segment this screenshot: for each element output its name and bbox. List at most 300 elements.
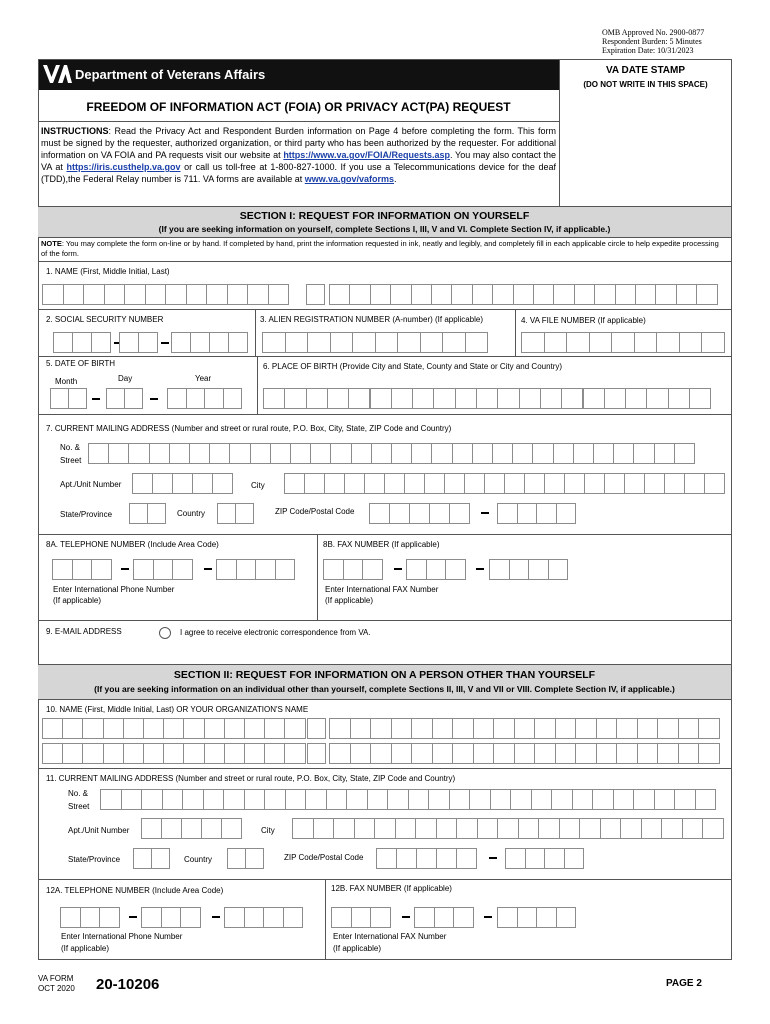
character-box[interactable] xyxy=(62,743,83,764)
character-box[interactable] xyxy=(548,559,569,580)
character-box[interactable] xyxy=(346,789,368,810)
character-box[interactable] xyxy=(655,284,676,305)
character-box[interactable] xyxy=(143,718,164,739)
character-box[interactable] xyxy=(72,332,92,353)
character-box[interactable] xyxy=(42,718,63,739)
fax-prefix-boxes[interactable] xyxy=(406,559,464,580)
character-box[interactable] xyxy=(370,743,392,764)
character-box[interactable] xyxy=(484,473,505,494)
other-name-boxes-1b[interactable] xyxy=(307,718,325,739)
character-box[interactable] xyxy=(244,789,266,810)
character-box[interactable] xyxy=(633,789,655,810)
character-box[interactable] xyxy=(204,743,225,764)
character-box[interactable] xyxy=(60,907,81,928)
character-box[interactable] xyxy=(63,284,85,305)
character-box[interactable] xyxy=(489,559,510,580)
character-box[interactable] xyxy=(180,907,201,928)
character-box[interactable] xyxy=(553,284,574,305)
character-box[interactable] xyxy=(306,284,325,305)
character-box[interactable] xyxy=(343,559,364,580)
character-box[interactable] xyxy=(391,718,413,739)
character-box[interactable] xyxy=(100,789,122,810)
zip-boxes[interactable] xyxy=(369,503,469,524)
character-box[interactable] xyxy=(490,789,512,810)
character-box[interactable] xyxy=(133,848,152,869)
character-box[interactable] xyxy=(99,907,120,928)
character-box[interactable] xyxy=(633,443,654,464)
character-box[interactable] xyxy=(209,443,230,464)
character-box[interactable] xyxy=(661,818,683,839)
character-box[interactable] xyxy=(573,443,594,464)
character-box[interactable] xyxy=(613,789,635,810)
character-box[interactable] xyxy=(364,473,385,494)
character-box[interactable] xyxy=(329,284,350,305)
character-box[interactable] xyxy=(264,718,285,739)
character-box[interactable] xyxy=(330,443,351,464)
character-box[interactable] xyxy=(204,388,224,409)
character-box[interactable] xyxy=(52,559,73,580)
character-box[interactable] xyxy=(227,284,249,305)
character-box[interactable] xyxy=(604,473,625,494)
character-box[interactable] xyxy=(183,743,204,764)
character-box[interactable] xyxy=(141,789,163,810)
other-phone-prefix-boxes[interactable] xyxy=(141,907,199,928)
character-box[interactable] xyxy=(514,743,536,764)
character-box[interactable] xyxy=(406,559,427,580)
character-box[interactable] xyxy=(564,473,585,494)
character-box[interactable] xyxy=(566,332,590,353)
character-box[interactable] xyxy=(544,848,565,869)
character-box[interactable] xyxy=(330,332,354,353)
character-box[interactable] xyxy=(264,743,285,764)
character-box[interactable] xyxy=(42,284,64,305)
character-box[interactable] xyxy=(412,388,434,409)
other-zip-boxes[interactable] xyxy=(376,848,476,869)
character-box[interactable] xyxy=(436,848,457,869)
character-box[interactable] xyxy=(307,332,331,353)
other-zip-ext-boxes[interactable] xyxy=(505,848,583,869)
character-box[interactable] xyxy=(583,388,605,409)
iris-link[interactable]: https://iris.custhelp.va.gov xyxy=(66,162,181,172)
character-box[interactable] xyxy=(224,743,245,764)
character-box[interactable] xyxy=(244,718,265,739)
character-box[interactable] xyxy=(171,332,191,353)
character-box[interactable] xyxy=(163,743,184,764)
character-box[interactable] xyxy=(544,332,568,353)
character-box[interactable] xyxy=(82,743,103,764)
character-box[interactable] xyxy=(416,848,437,869)
character-box[interactable] xyxy=(456,848,477,869)
character-box[interactable] xyxy=(411,718,433,739)
character-box[interactable] xyxy=(449,503,470,524)
character-box[interactable] xyxy=(370,388,392,409)
character-box[interactable] xyxy=(428,789,450,810)
character-box[interactable] xyxy=(536,503,557,524)
character-box[interactable] xyxy=(80,907,101,928)
character-box[interactable] xyxy=(555,718,577,739)
apt-boxes[interactable] xyxy=(132,473,232,494)
character-box[interactable] xyxy=(528,559,549,580)
character-box[interactable] xyxy=(133,559,154,580)
other-name-boxes-1c[interactable] xyxy=(329,718,719,739)
character-box[interactable] xyxy=(668,388,690,409)
character-box[interactable] xyxy=(169,443,190,464)
character-box[interactable] xyxy=(514,718,536,739)
character-box[interactable] xyxy=(589,332,613,353)
character-box[interactable] xyxy=(209,332,229,353)
character-box[interactable] xyxy=(161,818,182,839)
character-box[interactable] xyxy=(270,443,291,464)
character-box[interactable] xyxy=(82,718,103,739)
other-name-boxes-2c[interactable] xyxy=(329,743,719,764)
character-box[interactable] xyxy=(376,848,397,869)
character-box[interactable] xyxy=(103,743,124,764)
character-box[interactable] xyxy=(189,443,210,464)
other-country-boxes[interactable] xyxy=(227,848,263,869)
character-box[interactable] xyxy=(349,284,370,305)
other-phone-line-boxes[interactable] xyxy=(224,907,302,928)
character-box[interactable] xyxy=(404,473,425,494)
character-box[interactable] xyxy=(575,718,597,739)
character-box[interactable] xyxy=(695,789,717,810)
city-boxes[interactable] xyxy=(284,473,724,494)
other-apt-boxes[interactable] xyxy=(141,818,241,839)
character-box[interactable] xyxy=(504,473,525,494)
foia-requests-link[interactable]: https://www.va.gov/FOIA/Requests.asp xyxy=(283,150,451,160)
character-box[interactable] xyxy=(684,473,705,494)
other-phone-area-boxes[interactable] xyxy=(60,907,118,928)
character-box[interactable] xyxy=(634,332,658,353)
character-box[interactable] xyxy=(62,718,83,739)
character-box[interactable] xyxy=(88,443,109,464)
character-box[interactable] xyxy=(689,388,711,409)
character-box[interactable] xyxy=(370,284,391,305)
character-box[interactable] xyxy=(344,473,365,494)
character-box[interactable] xyxy=(151,848,170,869)
character-box[interactable] xyxy=(517,907,538,928)
character-box[interactable] xyxy=(455,388,477,409)
character-box[interactable] xyxy=(124,284,146,305)
other-state-boxes[interactable] xyxy=(133,848,169,869)
ssn-part-3[interactable] xyxy=(171,332,247,353)
character-box[interactable] xyxy=(304,473,325,494)
character-box[interactable] xyxy=(244,743,265,764)
character-box[interactable] xyxy=(68,388,87,409)
character-box[interactable] xyxy=(613,443,634,464)
character-box[interactable] xyxy=(396,848,417,869)
character-box[interactable] xyxy=(452,743,474,764)
character-box[interactable] xyxy=(512,443,533,464)
character-box[interactable] xyxy=(540,388,562,409)
character-box[interactable] xyxy=(698,743,720,764)
character-box[interactable] xyxy=(637,743,659,764)
character-box[interactable] xyxy=(306,388,328,409)
character-box[interactable] xyxy=(584,473,605,494)
character-box[interactable] xyxy=(544,473,565,494)
character-box[interactable] xyxy=(594,284,615,305)
character-box[interactable] xyxy=(493,718,515,739)
character-box[interactable] xyxy=(518,818,540,839)
character-box[interactable] xyxy=(635,284,656,305)
character-box[interactable] xyxy=(367,789,389,810)
character-box[interactable] xyxy=(375,332,399,353)
character-box[interactable] xyxy=(236,559,257,580)
character-box[interactable] xyxy=(216,559,237,580)
character-box[interactable] xyxy=(183,718,204,739)
character-box[interactable] xyxy=(153,559,174,580)
character-box[interactable] xyxy=(206,284,228,305)
character-box[interactable] xyxy=(352,332,376,353)
character-box[interactable] xyxy=(128,443,149,464)
character-box[interactable] xyxy=(473,718,495,739)
character-box[interactable] xyxy=(354,818,376,839)
character-box[interactable] xyxy=(143,743,164,764)
character-box[interactable] xyxy=(411,443,432,464)
character-box[interactable] xyxy=(519,388,541,409)
character-box[interactable] xyxy=(104,284,126,305)
character-box[interactable] xyxy=(696,284,717,305)
character-box[interactable] xyxy=(593,443,614,464)
character-box[interactable] xyxy=(324,473,345,494)
other-name-boxes-2b[interactable] xyxy=(307,743,325,764)
character-box[interactable] xyxy=(284,743,305,764)
character-box[interactable] xyxy=(678,718,700,739)
character-box[interactable] xyxy=(561,388,583,409)
character-box[interactable] xyxy=(229,443,250,464)
character-box[interactable] xyxy=(161,907,182,928)
character-box[interactable] xyxy=(147,503,166,524)
character-box[interactable] xyxy=(521,332,545,353)
character-box[interactable] xyxy=(674,443,695,464)
character-box[interactable] xyxy=(212,473,233,494)
character-box[interactable] xyxy=(285,332,309,353)
character-box[interactable] xyxy=(141,818,162,839)
character-box[interactable] xyxy=(534,743,556,764)
character-box[interactable] xyxy=(181,818,202,839)
character-box[interactable] xyxy=(575,743,597,764)
character-box[interactable] xyxy=(384,473,405,494)
character-box[interactable] xyxy=(555,743,577,764)
character-box[interactable] xyxy=(472,284,493,305)
other-name-boxes-1a[interactable] xyxy=(42,718,304,739)
character-box[interactable] xyxy=(497,907,518,928)
character-box[interactable] xyxy=(525,848,546,869)
ssn-part-2[interactable] xyxy=(119,332,157,353)
character-box[interactable] xyxy=(536,907,557,928)
character-box[interactable] xyxy=(329,718,351,739)
character-box[interactable] xyxy=(492,284,513,305)
character-box[interactable] xyxy=(192,473,213,494)
alien-number-boxes[interactable] xyxy=(262,332,487,353)
character-box[interactable] xyxy=(284,473,305,494)
character-box[interactable] xyxy=(469,789,491,810)
character-box[interactable] xyxy=(449,789,471,810)
character-box[interactable] xyxy=(190,332,210,353)
character-box[interactable] xyxy=(678,743,700,764)
character-box[interactable] xyxy=(477,818,499,839)
character-box[interactable] xyxy=(442,332,466,353)
character-box[interactable] xyxy=(493,743,515,764)
character-box[interactable] xyxy=(283,907,304,928)
character-box[interactable] xyxy=(121,789,143,810)
character-box[interactable] xyxy=(517,503,538,524)
character-box[interactable] xyxy=(182,789,204,810)
character-box[interactable] xyxy=(91,332,111,353)
first-name-boxes[interactable] xyxy=(42,284,301,305)
character-box[interactable] xyxy=(305,789,327,810)
character-box[interactable] xyxy=(326,789,348,810)
character-box[interactable] xyxy=(553,443,574,464)
character-box[interactable] xyxy=(434,907,455,928)
character-box[interactable] xyxy=(432,718,454,739)
character-box[interactable] xyxy=(452,718,474,739)
middle-initial-box[interactable] xyxy=(306,284,324,305)
character-box[interactable] xyxy=(679,332,703,353)
character-box[interactable] xyxy=(390,284,411,305)
character-box[interactable] xyxy=(497,503,518,524)
character-box[interactable] xyxy=(123,718,144,739)
character-box[interactable] xyxy=(223,789,245,810)
character-box[interactable] xyxy=(389,503,410,524)
character-box[interactable] xyxy=(429,503,450,524)
character-box[interactable] xyxy=(351,907,372,928)
character-box[interactable] xyxy=(452,443,473,464)
character-box[interactable] xyxy=(331,907,352,928)
character-box[interactable] xyxy=(408,789,430,810)
character-box[interactable] xyxy=(505,848,526,869)
character-box[interactable] xyxy=(186,284,208,305)
character-box[interactable] xyxy=(579,818,601,839)
character-box[interactable] xyxy=(414,907,435,928)
other-fax-area-boxes[interactable] xyxy=(331,907,389,928)
character-box[interactable] xyxy=(91,559,112,580)
character-box[interactable] xyxy=(307,743,326,764)
dob-day-boxes[interactable] xyxy=(106,388,142,409)
other-fax-prefix-boxes[interactable] xyxy=(414,907,472,928)
character-box[interactable] xyxy=(533,284,554,305)
character-box[interactable] xyxy=(327,388,349,409)
character-box[interactable] xyxy=(292,818,314,839)
character-box[interactable] xyxy=(411,743,433,764)
character-box[interactable] xyxy=(228,332,248,353)
character-box[interactable] xyxy=(445,559,466,580)
state-boxes[interactable] xyxy=(129,503,165,524)
character-box[interactable] xyxy=(221,818,242,839)
character-box[interactable] xyxy=(350,718,372,739)
character-box[interactable] xyxy=(574,284,595,305)
character-box[interactable] xyxy=(664,473,685,494)
character-box[interactable] xyxy=(600,818,622,839)
character-box[interactable] xyxy=(397,332,421,353)
character-box[interactable] xyxy=(656,332,680,353)
character-box[interactable] xyxy=(465,332,489,353)
character-box[interactable] xyxy=(620,818,642,839)
character-box[interactable] xyxy=(374,818,396,839)
character-box[interactable] xyxy=(464,473,485,494)
character-box[interactable] xyxy=(123,743,144,764)
character-box[interactable] xyxy=(172,559,193,580)
character-box[interactable] xyxy=(132,473,153,494)
character-box[interactable] xyxy=(472,443,493,464)
character-box[interactable] xyxy=(556,503,577,524)
ssn-part-1[interactable] xyxy=(53,332,110,353)
character-box[interactable] xyxy=(284,718,305,739)
character-box[interactable] xyxy=(497,818,519,839)
character-box[interactable] xyxy=(244,907,265,928)
character-box[interactable] xyxy=(149,443,170,464)
character-box[interactable] xyxy=(564,848,585,869)
character-box[interactable] xyxy=(201,818,222,839)
character-box[interactable] xyxy=(172,473,193,494)
character-box[interactable] xyxy=(624,473,645,494)
character-box[interactable] xyxy=(163,718,184,739)
character-box[interactable] xyxy=(476,388,498,409)
character-box[interactable] xyxy=(329,743,351,764)
other-street-boxes[interactable] xyxy=(100,789,715,810)
character-box[interactable] xyxy=(701,332,725,353)
character-box[interactable] xyxy=(307,718,326,739)
character-box[interactable] xyxy=(245,848,264,869)
character-box[interactable] xyxy=(370,907,391,928)
character-box[interactable] xyxy=(596,718,618,739)
phone-line-boxes[interactable] xyxy=(216,559,294,580)
character-box[interactable] xyxy=(333,818,355,839)
character-box[interactable] xyxy=(313,818,335,839)
character-box[interactable] xyxy=(264,789,286,810)
character-box[interactable] xyxy=(369,503,390,524)
character-box[interactable] xyxy=(616,718,638,739)
character-box[interactable] xyxy=(409,503,430,524)
character-box[interactable] xyxy=(592,789,614,810)
character-box[interactable] xyxy=(551,789,573,810)
character-box[interactable] xyxy=(509,559,530,580)
last-name-boxes[interactable] xyxy=(329,284,717,305)
email-consent-radio[interactable] xyxy=(159,627,171,639)
character-box[interactable] xyxy=(224,907,245,928)
character-box[interactable] xyxy=(290,443,311,464)
character-box[interactable] xyxy=(432,743,454,764)
place-of-birth-boxes[interactable] xyxy=(263,388,710,409)
character-box[interactable] xyxy=(129,503,148,524)
character-box[interactable] xyxy=(497,388,519,409)
character-box[interactable] xyxy=(284,388,306,409)
character-box[interactable] xyxy=(350,743,372,764)
dob-year-boxes[interactable] xyxy=(167,388,241,409)
character-box[interactable] xyxy=(263,907,284,928)
character-box[interactable] xyxy=(431,284,452,305)
character-box[interactable] xyxy=(141,907,162,928)
character-box[interactable] xyxy=(53,332,73,353)
character-box[interactable] xyxy=(524,473,545,494)
character-box[interactable] xyxy=(50,388,69,409)
character-box[interactable] xyxy=(224,718,245,739)
character-box[interactable] xyxy=(510,789,532,810)
character-box[interactable] xyxy=(531,789,553,810)
character-box[interactable] xyxy=(637,718,659,739)
character-box[interactable] xyxy=(424,473,445,494)
character-box[interactable] xyxy=(203,789,225,810)
character-box[interactable] xyxy=(204,718,225,739)
character-box[interactable] xyxy=(451,284,472,305)
fax-area-boxes[interactable] xyxy=(323,559,381,580)
character-box[interactable] xyxy=(165,284,187,305)
character-box[interactable] xyxy=(83,284,105,305)
character-box[interactable] xyxy=(391,443,412,464)
character-box[interactable] xyxy=(492,443,513,464)
character-box[interactable] xyxy=(702,818,724,839)
character-box[interactable] xyxy=(473,743,495,764)
vaforms-link[interactable]: www.va.gov/vaforms xyxy=(304,174,394,184)
